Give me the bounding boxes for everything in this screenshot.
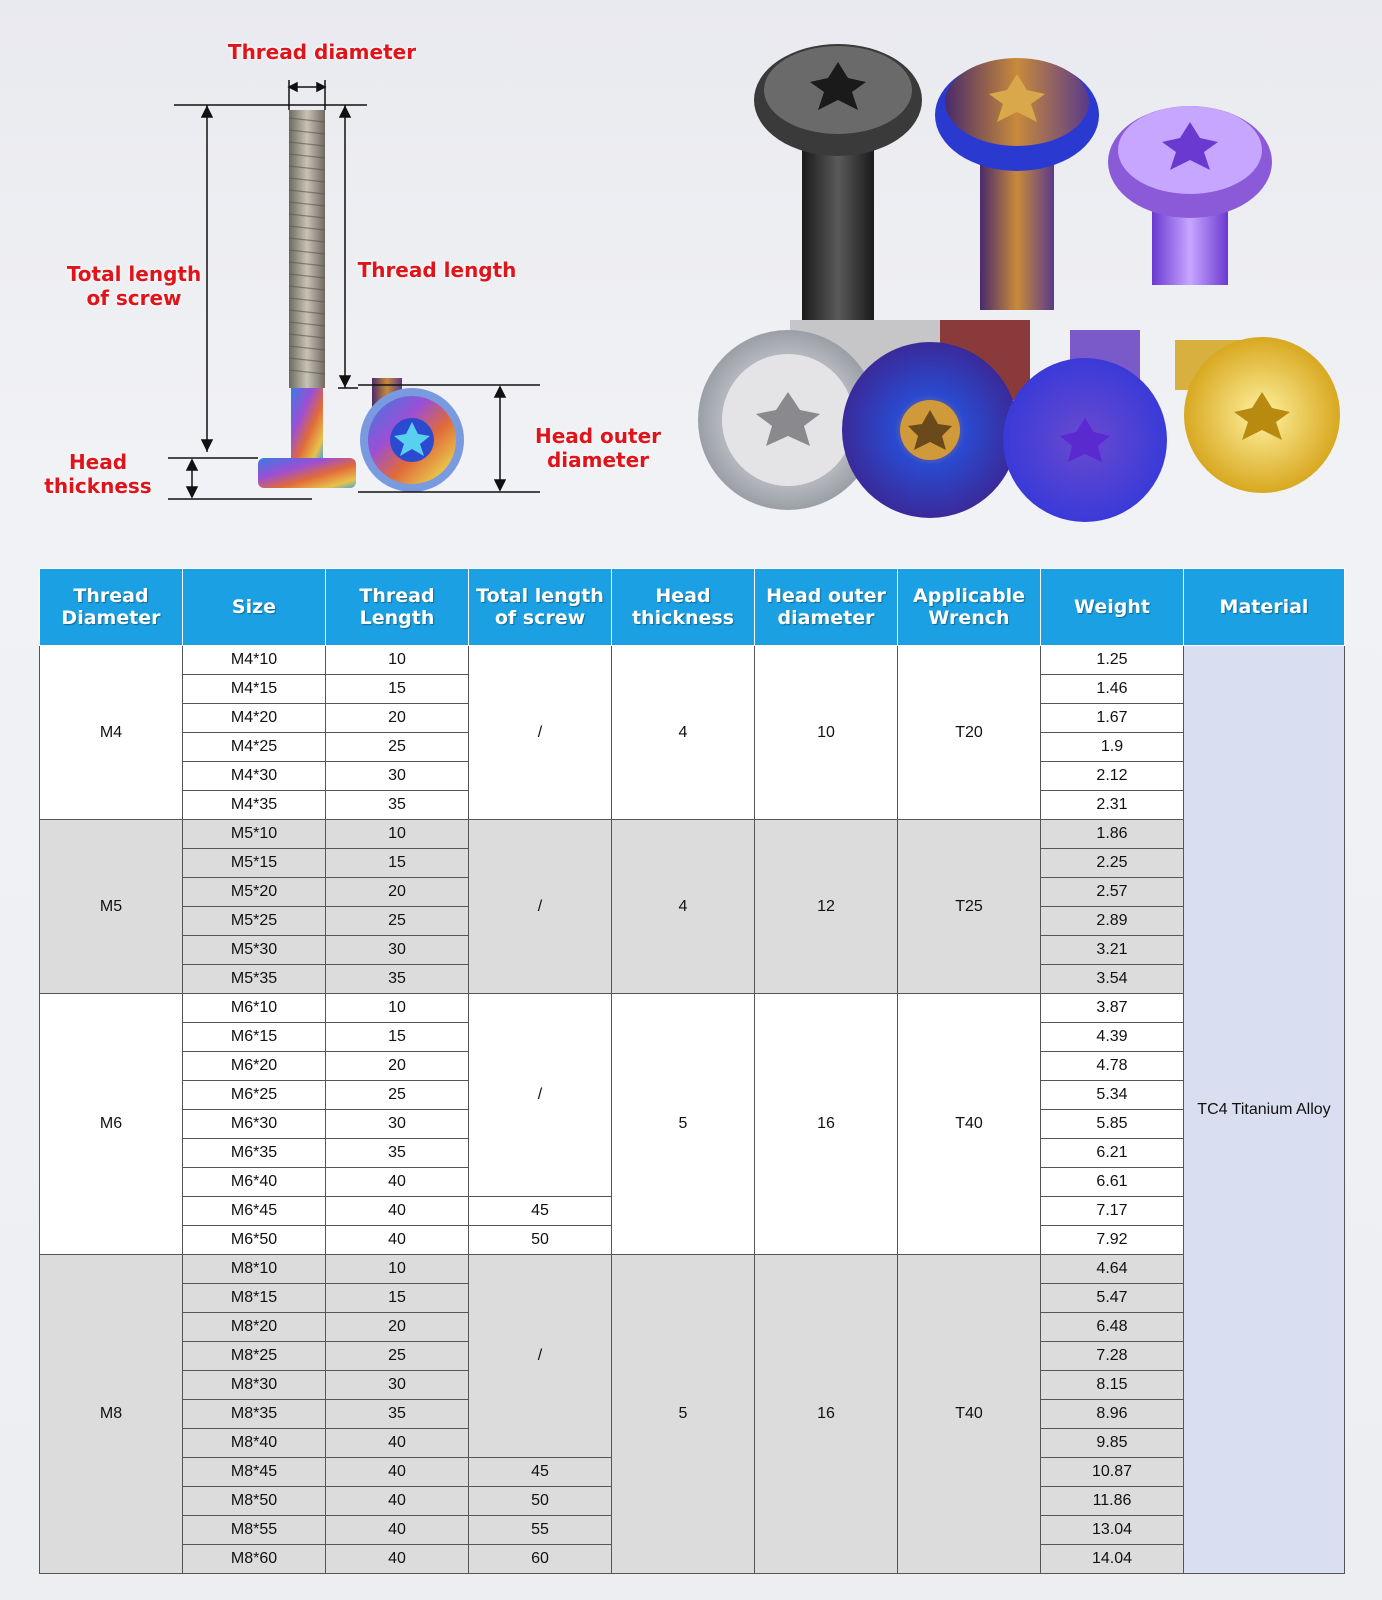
screw-diagram-graphic: [0, 0, 1382, 560]
thread-length-cell: 25: [326, 733, 469, 762]
weight-cell: 8.15: [1041, 1371, 1184, 1400]
thread-length-cell: 15: [326, 675, 469, 704]
weight-cell: 2.57: [1041, 878, 1184, 907]
weight-cell: 2.31: [1041, 791, 1184, 820]
header-weight: Weight: [1041, 569, 1184, 646]
total-length-cell: /: [469, 820, 612, 994]
thread-length-cell: 10: [326, 1255, 469, 1284]
size-cell: M4*25: [183, 733, 326, 762]
size-cell: M8*25: [183, 1342, 326, 1371]
thread-diameter-cell: M5: [40, 820, 183, 994]
size-cell: M8*60: [183, 1545, 326, 1574]
weight-cell: 5.34: [1041, 1081, 1184, 1110]
head-outer-diameter-cell: 10: [755, 646, 898, 820]
weight-cell: 2.12: [1041, 762, 1184, 791]
thread-length-cell: 40: [326, 1516, 469, 1545]
head-thickness-cell: 4: [612, 820, 755, 994]
weight-cell: 2.25: [1041, 849, 1184, 878]
size-cell: M5*30: [183, 936, 326, 965]
size-cell: M8*20: [183, 1313, 326, 1342]
size-cell: M6*10: [183, 994, 326, 1023]
head-thickness-label: Head thickness: [44, 450, 152, 498]
thread-length-cell: 20: [326, 1052, 469, 1081]
weight-cell: 5.85: [1041, 1110, 1184, 1139]
total-length-label: Total length of screw: [66, 262, 202, 310]
thread-length-cell: 40: [326, 1226, 469, 1255]
weight-cell: 6.21: [1041, 1139, 1184, 1168]
size-cell: M8*15: [183, 1284, 326, 1313]
head-outer-diameter-label: Head outer diameter: [534, 424, 662, 472]
weight-cell: 11.86: [1041, 1487, 1184, 1516]
thread-length-cell: 40: [326, 1545, 469, 1574]
size-cell: M6*40: [183, 1168, 326, 1197]
thread-length-cell: 10: [326, 994, 469, 1023]
thread-length-cell: 10: [326, 820, 469, 849]
header-thread-diameter: Thread Diameter: [40, 569, 183, 646]
header-size: Size: [183, 569, 326, 646]
size-cell: M5*10: [183, 820, 326, 849]
thread-length-cell: 40: [326, 1197, 469, 1226]
total-length-cell: /: [469, 994, 612, 1197]
size-cell: M6*45: [183, 1197, 326, 1226]
thread-length-cell: 10: [326, 646, 469, 675]
weight-cell: 4.39: [1041, 1023, 1184, 1052]
size-cell: M5*20: [183, 878, 326, 907]
weight-cell: 1.67: [1041, 704, 1184, 733]
weight-cell: 13.04: [1041, 1516, 1184, 1545]
material-cell: TC4 Titanium Alloy: [1184, 646, 1345, 1574]
weight-cell: 10.87: [1041, 1458, 1184, 1487]
thread-length-cell: 40: [326, 1168, 469, 1197]
size-cell: M6*15: [183, 1023, 326, 1052]
thread-length-cell: 15: [326, 1023, 469, 1052]
size-cell: M8*40: [183, 1429, 326, 1458]
thread-length-cell: 30: [326, 1110, 469, 1139]
thread-length-cell: 35: [326, 791, 469, 820]
thread-length-label: Thread length: [357, 258, 517, 282]
thread-length-cell: 25: [326, 1081, 469, 1110]
weight-cell: 7.28: [1041, 1342, 1184, 1371]
thread-length-cell: 20: [326, 704, 469, 733]
thread-length-cell: 25: [326, 1342, 469, 1371]
weight-cell: 4.64: [1041, 1255, 1184, 1284]
spec-table: [39, 568, 1345, 1574]
total-length-cell: 45: [469, 1458, 612, 1487]
size-cell: M4*30: [183, 762, 326, 791]
thread-length-cell: 35: [326, 1139, 469, 1168]
product-banner: [0, 0, 1382, 560]
weight-cell: 1.86: [1041, 820, 1184, 849]
thread-length-cell: 30: [326, 1371, 469, 1400]
total-length-cell: 50: [469, 1226, 612, 1255]
weight-cell: 4.78: [1041, 1052, 1184, 1081]
head-outer-diameter-cell: 16: [755, 1255, 898, 1574]
weight-cell: 3.54: [1041, 965, 1184, 994]
weight-cell: 14.04: [1041, 1545, 1184, 1574]
head-outer-diameter-cell: 12: [755, 820, 898, 994]
total-length-cell: 45: [469, 1197, 612, 1226]
wrench-cell: T20: [898, 646, 1041, 820]
total-length-cell: 55: [469, 1516, 612, 1545]
weight-cell: 3.21: [1041, 936, 1184, 965]
header-wrench: Applicable Wrench: [898, 569, 1041, 646]
product-photo: [698, 44, 1340, 522]
table-row: [40, 646, 1345, 675]
size-cell: M8*55: [183, 1516, 326, 1545]
weight-cell: 7.17: [1041, 1197, 1184, 1226]
thread-length-cell: 30: [326, 762, 469, 791]
header-head-outer-diameter: Head outer diameter: [755, 569, 898, 646]
table-row: [40, 820, 1345, 849]
total-length-cell: /: [469, 1255, 612, 1458]
wrench-cell: T40: [898, 1255, 1041, 1574]
table-body: [40, 646, 1345, 1574]
total-length-cell: 50: [469, 1487, 612, 1516]
thread-length-cell: 30: [326, 936, 469, 965]
thread-diameter-cell: M4: [40, 646, 183, 820]
weight-cell: 1.25: [1041, 646, 1184, 675]
total-length-cell: /: [469, 646, 612, 820]
size-cell: M5*35: [183, 965, 326, 994]
size-cell: M5*15: [183, 849, 326, 878]
thread-length-cell: 35: [326, 965, 469, 994]
header-head-thickness: Head thickness: [612, 569, 755, 646]
size-cell: M6*35: [183, 1139, 326, 1168]
wrench-cell: T25: [898, 820, 1041, 994]
thread-diameter-label: Thread diameter: [227, 40, 417, 64]
head-thickness-cell: 5: [612, 1255, 755, 1574]
size-cell: M8*30: [183, 1371, 326, 1400]
size-cell: M5*25: [183, 907, 326, 936]
size-cell: M6*20: [183, 1052, 326, 1081]
weight-cell: 9.85: [1041, 1429, 1184, 1458]
weight-cell: 7.92: [1041, 1226, 1184, 1255]
thread-length-cell: 15: [326, 849, 469, 878]
thread-diameter-cell: M8: [40, 1255, 183, 1574]
size-cell: M4*20: [183, 704, 326, 733]
weight-cell: 5.47: [1041, 1284, 1184, 1313]
weight-cell: 6.61: [1041, 1168, 1184, 1197]
thread-length-cell: 40: [326, 1487, 469, 1516]
size-cell: M8*10: [183, 1255, 326, 1284]
dimension-drawing: [168, 80, 540, 499]
thread-length-cell: 20: [326, 878, 469, 907]
weight-cell: 1.46: [1041, 675, 1184, 704]
size-cell: M6*25: [183, 1081, 326, 1110]
size-cell: M6*30: [183, 1110, 326, 1139]
thread-length-cell: 20: [326, 1313, 469, 1342]
head-thickness-cell: 4: [612, 646, 755, 820]
head-thickness-cell: 5: [612, 994, 755, 1255]
thread-length-cell: 25: [326, 907, 469, 936]
size-cell: M8*35: [183, 1400, 326, 1429]
size-cell: M6*50: [183, 1226, 326, 1255]
size-cell: M8*50: [183, 1487, 326, 1516]
weight-cell: 2.89: [1041, 907, 1184, 936]
thread-length-cell: 15: [326, 1284, 469, 1313]
total-length-cell: 60: [469, 1545, 612, 1574]
thread-length-cell: 35: [326, 1400, 469, 1429]
weight-cell: 1.9: [1041, 733, 1184, 762]
size-cell: M4*10: [183, 646, 326, 675]
table-row: [40, 994, 1345, 1023]
weight-cell: 6.48: [1041, 1313, 1184, 1342]
size-cell: M4*35: [183, 791, 326, 820]
weight-cell: 8.96: [1041, 1400, 1184, 1429]
weight-cell: 3.87: [1041, 994, 1184, 1023]
header-material: Material: [1184, 569, 1345, 646]
header-total-length: Total length of screw: [469, 569, 612, 646]
table-header-row: [40, 569, 1345, 646]
thread-diameter-cell: M6: [40, 994, 183, 1255]
head-outer-diameter-cell: 16: [755, 994, 898, 1255]
header-thread-length: Thread Length: [326, 569, 469, 646]
size-cell: M4*15: [183, 675, 326, 704]
wrench-cell: T40: [898, 994, 1041, 1255]
thread-length-cell: 40: [326, 1429, 469, 1458]
size-cell: M8*45: [183, 1458, 326, 1487]
table-row: [40, 1255, 1345, 1284]
thread-length-cell: 40: [326, 1458, 469, 1487]
